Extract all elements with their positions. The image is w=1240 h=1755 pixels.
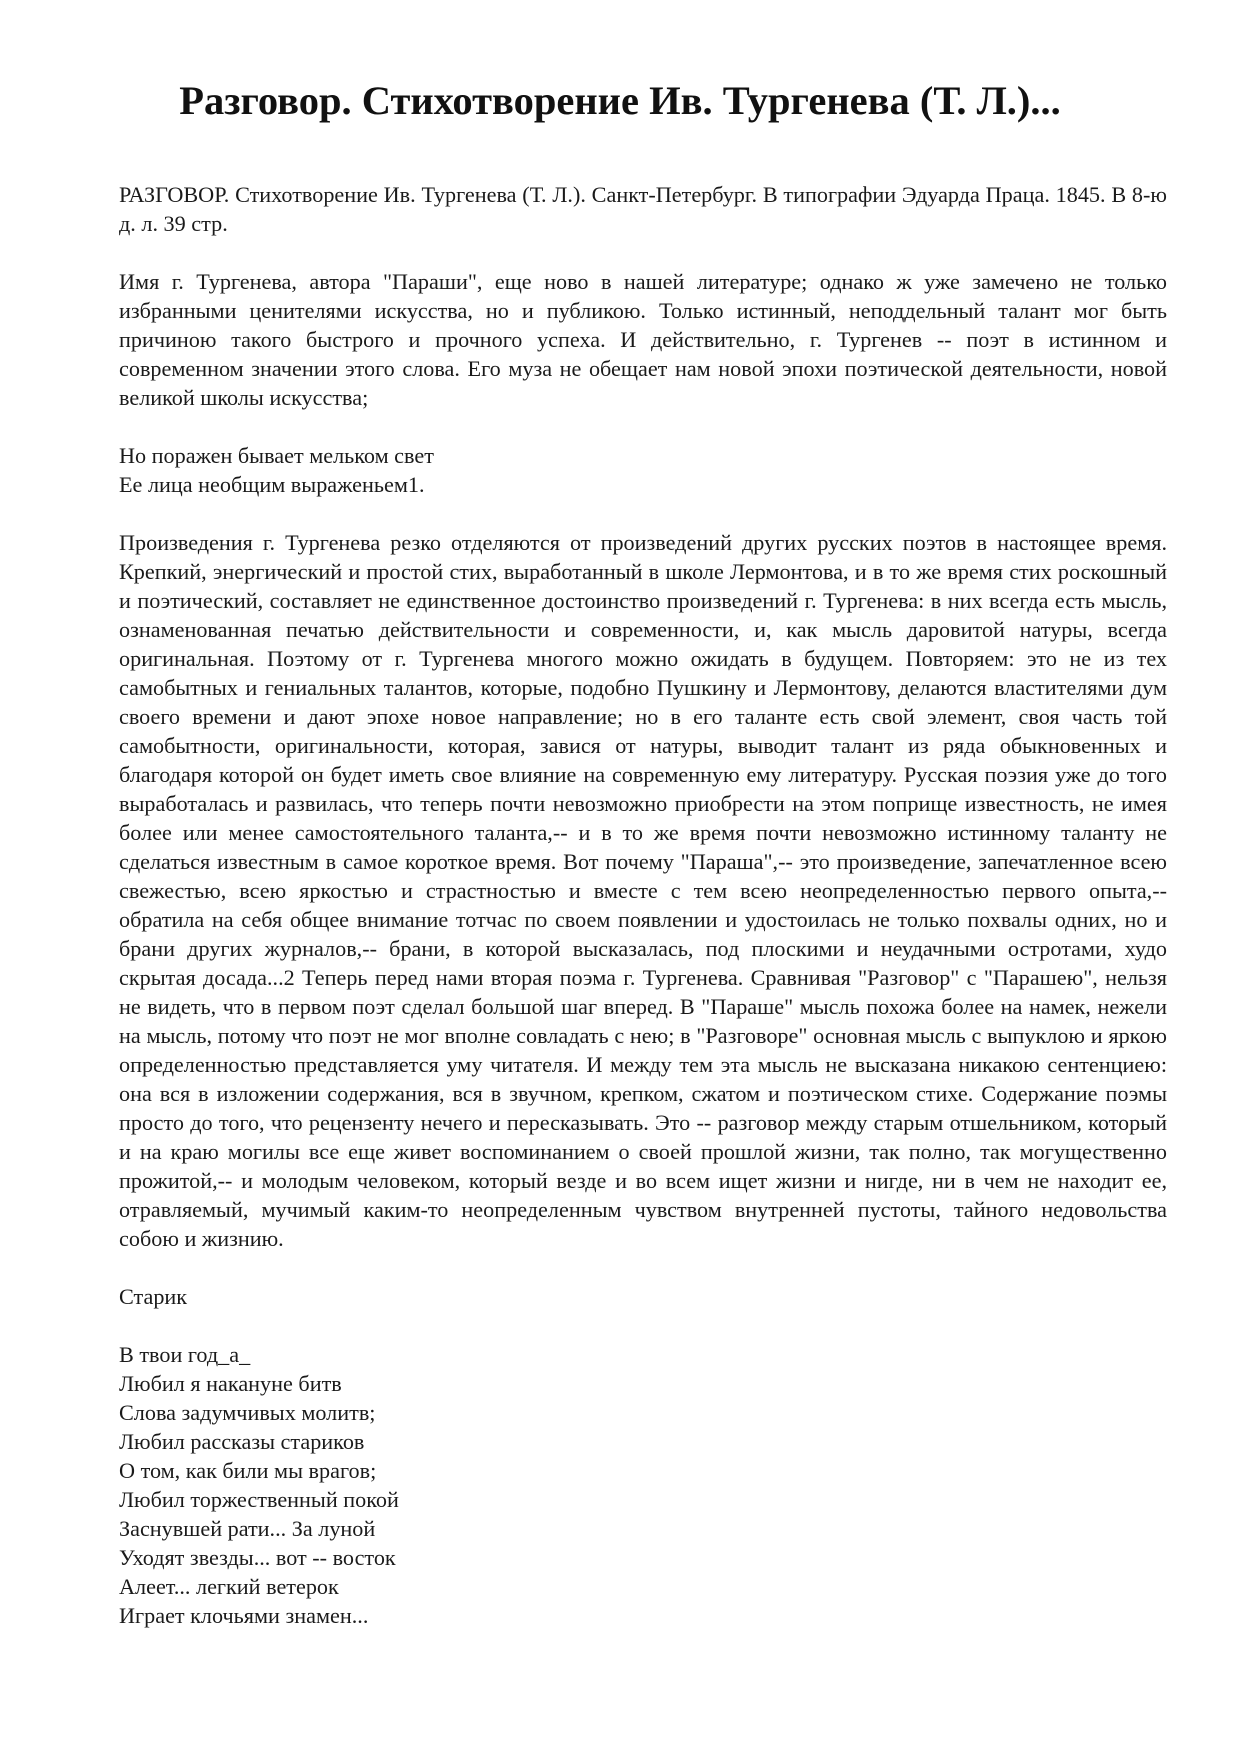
paragraph-main (119, 528, 1167, 1253)
poem-verse (119, 1340, 1167, 1630)
verse-line: Играет клочьями знамен... (119, 1603, 369, 1628)
paragraph-text: Произведения г. Тургенева резко отделяются от произведений других русских поэтов в настоящее время. Крепкий, энергический и простой стих, выработанный в школе Лермонтова, и в то же время стих роскошный и поэтический, составляет не единственное достоинство произведений г. Тургенева: в них всегда есть мысль, ознаменованная печатью действительности и современности, и, как мысль даровитой натуры, всегда оригинальная. Поэтому от г. Тургенева многого можно ожидать в будущем. Повторяем: это не из тех самобытных и гениальных талантов, которые, подобно Пушкину и Лермонтову, делаются властителями дум своего времени и дают эпохе новое направление; но в его таланте есть свой элемент, своя часть той самобытности, оригинальности, которая, завися от натуры, выводит талант из ряда обыкновенных и благодаря которой он будет иметь свое влияние на современную ему литературу. Русская поэзия уже до того выработалась и развилась, что теперь почти невозможно приобрести на этом поприще известность, не имея более или менее самостоятельного таланта,-- и в то же время почти невозможно истинному таланту не сделаться известным в самое короткое время. Вот почему "Параша",-- это произведение, запечатленное всею свежестью, всею яркостью и страстностью и вместе с тем всею неопределенностью первого опыта,-- обратила на себя общее внимание тотчас по своем появлении и удостоилась не только похвалы одних, но и брани других журналов,-- брани, в которой высказалась, под плоскими и неудачными остротами, худо скрытая досада...2 Теперь перед нами вторая поэма г. Тургенева. Сравнивая "Разговор" с "Парашею", нельзя не видеть, что в первом поэт сделал большой шаг вперед. В "Параше" мысль похожа более на намек, нежели на мысль, потому что поэт не мог вполне совладать с нею; в "Разговоре" основная мысль с выпуклою и яркою определенностью представляется уму читателя. И между тем эта мысль не высказана никакою сентенциею: она вся в изложении содержания, вся в звучном, крепком, сжатом и поэтическом стихе. Содержание поэмы просто до того, что рецензенту нечего и пересказывать. Это -- разговор между старым отшельником, который и на краю могилы все еще живет воспоминанием о своей прошлой жизни, так полно, так могущественно прожитой,-- и молодым человеком, который везде и во всем ищет жизни и нигде, ни в чем не находит ее, отравляемый, мучимый каким-то неопределенным чувством внутренней пустоты, тайного недовольства собою и жизнию. (119, 530, 1167, 1251)
verse-line: Любил рассказы стариков (119, 1429, 365, 1454)
verse-line: Любил я накануне битв (119, 1371, 342, 1396)
verse-line: Уходят звезды... вот -- восток (119, 1545, 396, 1570)
quote-verse (119, 441, 1167, 499)
paragraph-intro (119, 267, 1167, 412)
verse-line: Алеет... легкий ветерок (119, 1574, 339, 1599)
verse-line: Слова задумчивых молитв; (119, 1400, 376, 1425)
paragraph-bibliographic (119, 180, 1167, 238)
verse-line: Заснувшей рати... За луной (119, 1516, 376, 1541)
paragraph-text: Имя г. Тургенева, автора "Параши", еще ново в нашей литературе; однако ж уже замечено не только избранными ценителями искусства, но и публикою. Только истинный, неподдельный талант мог быть причиною такого быстрого и прочного успеха. И действительно, г. Тургенев -- поэт в истинном и современном значении этого слова. Его муза не обещает нам новой эпохи поэтической деятельности, новой великой школы искусства; (119, 269, 1167, 410)
speaker-label: Старик (119, 1284, 188, 1309)
verse-line: В твои год_а_ (119, 1342, 251, 1367)
document-title: Разговор. Стихотворение Ив. Тургенева (Т. Л.)... (179, 78, 1061, 123)
verse-line: О том, как били мы врагов; (119, 1458, 377, 1483)
paragraph-text: РАЗГОВОР. Стихотворение Ив. Тургенева (Т. Л.). Санкт-Петербург. В типографии Эдуарда Праца. 1845. В 8-ю д. л. 39 стр. (119, 182, 1167, 236)
verse-line: Ее лица необщим выраженьем1. (119, 472, 425, 497)
document-body (119, 180, 1167, 1659)
verse-line: Но поражен бывает мельком свет (119, 443, 434, 468)
verse-line: Любил торжественный покой (119, 1487, 399, 1512)
